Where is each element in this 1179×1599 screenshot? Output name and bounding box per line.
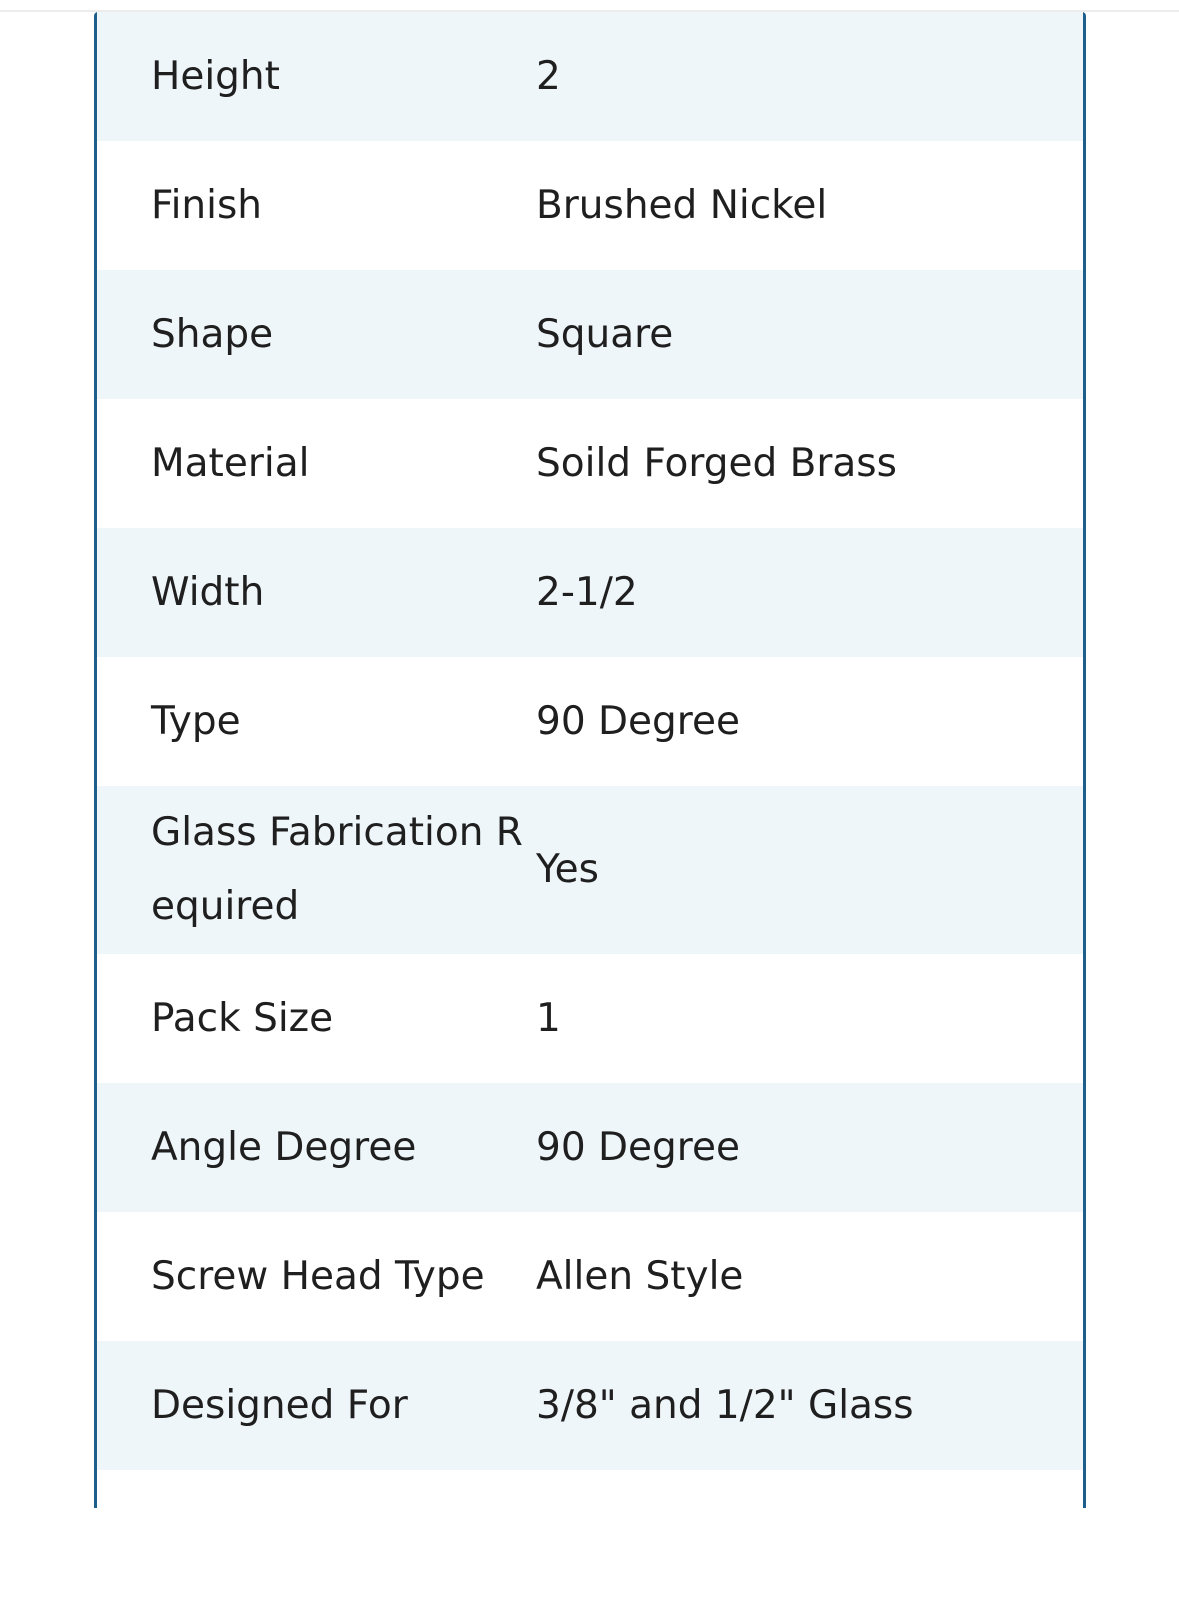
spec-value: Allen Style xyxy=(536,1253,744,1299)
spec-label: Glass Fabrication Required xyxy=(151,810,523,929)
spec-label: Finish xyxy=(151,182,263,228)
spec-label: Height xyxy=(151,53,280,99)
spec-label: Material xyxy=(151,440,310,486)
spec-value: 2 xyxy=(536,53,561,99)
spec-row-finish xyxy=(97,141,1083,270)
spec-label: Shape xyxy=(151,311,274,357)
spec-row-pack-size xyxy=(97,954,1083,1083)
spec-value: Yes xyxy=(536,847,599,892)
spec-value: 90 Degree xyxy=(536,698,740,744)
spec-row-designed-for xyxy=(97,1341,1083,1470)
spec-row-material xyxy=(97,399,1083,528)
spec-label: Designed For xyxy=(151,1382,408,1428)
spec-label: Width xyxy=(151,569,265,615)
spec-value: 3/8" and 1/2" Glass xyxy=(536,1382,914,1428)
spec-row-screw-head-type xyxy=(97,1212,1083,1341)
spec-label: Screw Head Type xyxy=(151,1253,485,1299)
spec-value: Soild Forged Brass xyxy=(536,440,897,486)
spec-value: Square xyxy=(536,311,674,357)
specifications-table xyxy=(94,12,1086,1508)
spec-label: Type xyxy=(151,698,241,744)
spec-row-width xyxy=(97,528,1083,657)
spec-value: 2-1/2 xyxy=(536,569,638,615)
spec-row-height xyxy=(97,12,1083,141)
spec-label: Angle Degree xyxy=(151,1124,417,1170)
spec-row-glass-fabrication xyxy=(97,786,1083,954)
spec-value: 1 xyxy=(536,995,561,1041)
spec-row-angle-degree xyxy=(97,1083,1083,1212)
spec-row-type xyxy=(97,657,1083,786)
spec-row-partial xyxy=(97,1470,1083,1599)
spec-value: Brushed Nickel xyxy=(536,182,828,228)
spec-value: 90 Degree xyxy=(536,1124,740,1170)
spec-row-shape xyxy=(97,270,1083,399)
spec-label: Pack Size xyxy=(151,995,334,1041)
